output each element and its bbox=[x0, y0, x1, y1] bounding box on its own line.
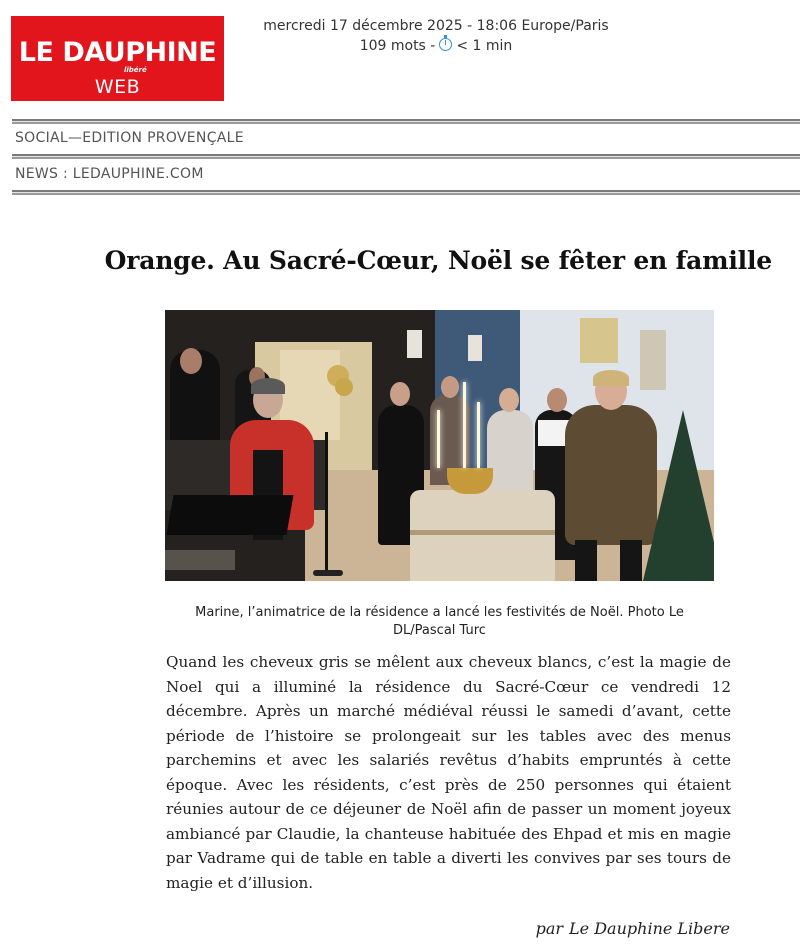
divider-rule bbox=[12, 119, 800, 124]
logo-sub: libéré bbox=[124, 66, 147, 74]
article-meta bbox=[236, 16, 636, 56]
article-body: Quand les cheveux gris se mêlent aux cheveux blancs, c’est la magie de Noel qui a illuminé la résidence du Sacré-Cœur ce vendredi 12 décembre. Après un marché médiéval réussi le samedi d’avant, cette période de l’histoire se prolongeait sur les tables avec des menus parchemins et avec les salariés revêtus d’habits empruntés à cette époque. Avec les résidents, c’est près de 250 personnes qui étaient réunies autour de ce déjeuner de Noël afin de passer un moment joyeux ambiancé par Claudie, la chanteuse habituée des Ehpad et mis en magie par Vadrame qui de table en table a diverti les convives par ses tours de magie et d’illusion. bbox=[166, 653, 731, 892]
reading-info bbox=[236, 36, 636, 56]
logo-brand: LE DAUPHINE bbox=[18, 37, 217, 68]
article-title: Orange. Au Sacré-Cœur, Noël se fêter en famille bbox=[104, 246, 772, 275]
byline bbox=[536, 919, 730, 938]
section-category: SOCIAL—EDITION PROVENÇALE bbox=[15, 130, 244, 146]
byline-prefix: par bbox=[535, 919, 564, 938]
byline-author: Le Dauphine Libere bbox=[569, 919, 730, 938]
date-line: mercredi 17 décembre 2025 - 18:06 Europe/Paris bbox=[263, 18, 609, 34]
section-source: NEWS : LEDAUPHINE.COM bbox=[15, 166, 204, 182]
word-count: 109 mots - bbox=[359, 38, 436, 54]
divider-rule bbox=[12, 154, 800, 159]
divider-rule bbox=[12, 190, 800, 195]
read-time: < 1 min bbox=[456, 38, 513, 54]
publication-logo bbox=[11, 16, 224, 101]
article-photo bbox=[165, 310, 714, 581]
photo-caption: Marine, l’animatrice de la résidence a lancé les festivités de Noël. Photo Le DL/Pascal Turc bbox=[195, 605, 684, 638]
stopwatch-icon bbox=[439, 38, 452, 51]
logo-edition: WEB bbox=[94, 76, 141, 98]
